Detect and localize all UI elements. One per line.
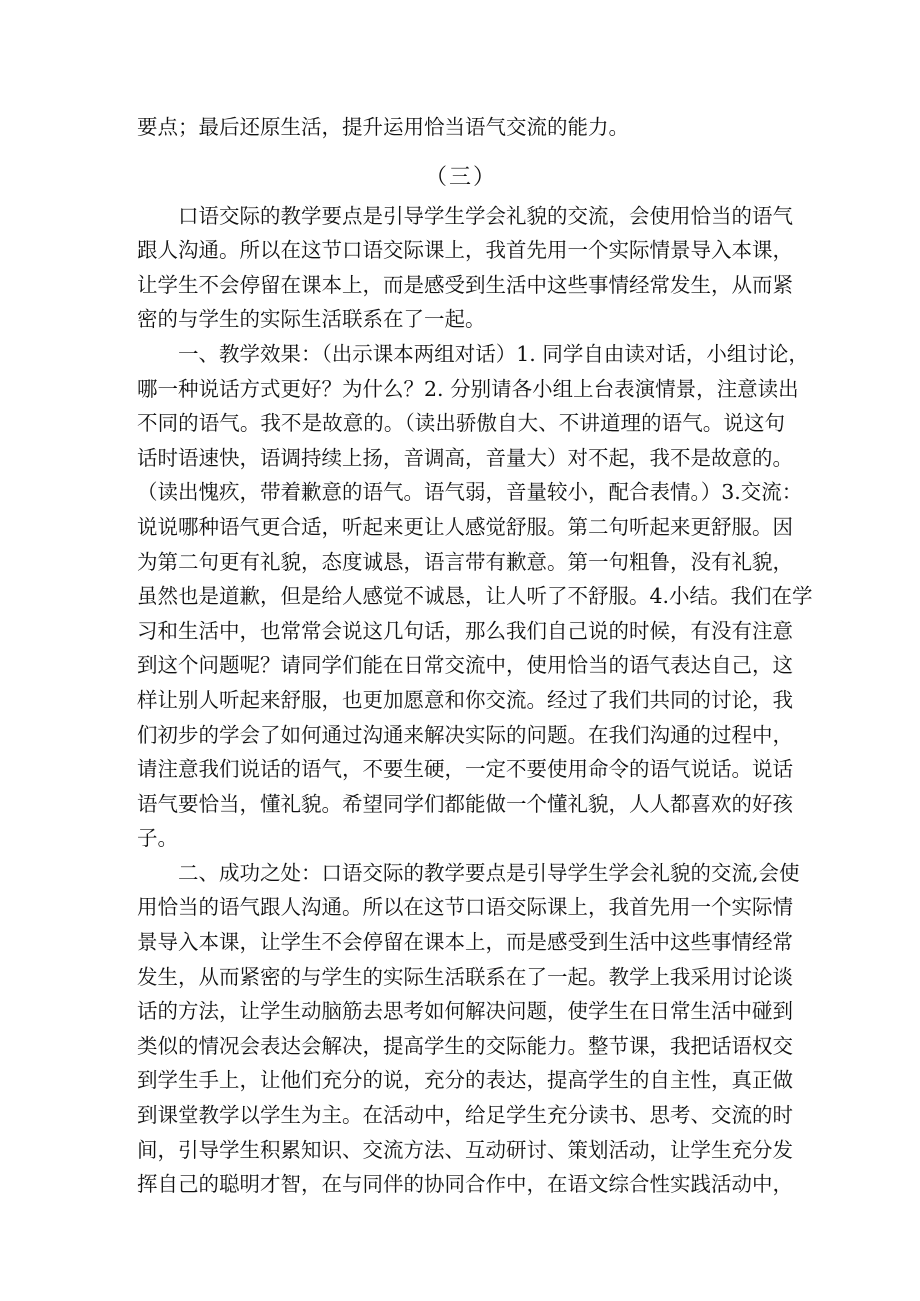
paragraph-line: 二、成功之处：口语交际的教学要点是引导学生学会礼貌的交流,会使	[137, 860, 800, 885]
paragraph-line: 哪一种说话方式更好？为什么？2. 分别请各小组上台表演情景，注意读出	[137, 376, 799, 401]
intro-line: 要点；最后还原生活，提升运用恰当语气交流的能力。	[137, 115, 629, 139]
paragraph-success	[137, 856, 800, 1202]
paragraph-intro	[137, 199, 793, 337]
paragraph-line: 口语交际的教学要点是引导学生学会礼貌的交流，会使用恰当的语气	[137, 203, 793, 228]
paragraph-line: 请注意我们说话的语气，不要生硬，一定不要使用命令的语气说话。说话	[137, 757, 793, 782]
paragraph-line: 景导入本课，让学生不会停留在课本上，而是感受到生活中这些事情经常	[137, 930, 793, 955]
paragraph-line: 让学生不会停留在课本上，而是感受到生活中这些事情经常发生，从而紧	[137, 272, 793, 297]
paragraph-teaching-effect	[137, 337, 813, 856]
paragraph-line: 到课堂教学以学生为主。在活动中，给足学生充分读书、思考、交流的时	[137, 1103, 793, 1128]
paragraph-line: 虽然也是道歉，但是给人感觉不诚恳，让人听了不舒服。4.小结。我们在学	[137, 584, 813, 609]
paragraph-line: （读出愧疚，带着歉意的语气。语气弱，音量较小，配合表情。）3.交流：	[137, 480, 803, 505]
paragraph-line: 说说哪种语气更合适，听起来更让人感觉舒服。第二句听起来更舒服。因	[137, 514, 793, 539]
paragraph-line: 话时语速快，语调持续上扬，音调高，音量大）对不起，我不是故意的。	[137, 445, 793, 470]
paragraph-line: 到这个问题呢？请同学们能在日常交流中，使用恰当的语气表达自己，这	[137, 653, 793, 678]
paragraph-line: 们初步的学会了如何通过沟通来解决实际的问题。在我们沟通的过程中，	[137, 722, 793, 747]
document-body	[137, 110, 813, 1202]
paragraph-line: 用恰当的语气跟人沟通。所以在这节口语交际课上，我首先用一个实际情	[137, 895, 793, 920]
paragraph-line: 一、教学效果：（出示课本两组对话）1. 同学自由读对话，小组讨论，	[137, 341, 809, 366]
paragraph-line: 样让别人听起来舒服，也更加愿意和你交流。经过了我们共同的讨论，我	[137, 687, 793, 712]
paragraph-line: 到学生手上，让他们充分的说，充分的表达，提高学生的自主性，真正做	[137, 1068, 793, 1093]
paragraph-line: 密的与学生的实际生活联系在了一起。	[137, 307, 486, 332]
paragraph-line: 发生，从而紧密的与学生的实际生活联系在了一起。教学上我采用讨论谈	[137, 964, 793, 989]
paragraph-line: 习和生活中，也常常会说这几句话，那么我们自己说的时候，有没有注意	[137, 618, 793, 643]
section-heading: （三）	[424, 164, 497, 190]
paragraph-line: 类似的情况会表达会解决，提高学生的交际能力。整节课，我把话语权交	[137, 1033, 793, 1058]
paragraph-line: 语气要恰当，懂礼貌。希望同学们都能做一个懂礼貌，人人都喜欢的好孩	[137, 791, 793, 816]
paragraph-line: 间，引导学生积累知识、交流方法、互动研讨、策划活动，让学生充分发	[137, 1137, 793, 1162]
paragraph-line: 挥自己的聪明才智，在与同伴的协同合作中，在语文综合性实践活动中，	[137, 1172, 793, 1197]
paragraph-line: 跟人沟通。所以在这节口语交际课上，我首先用一个实际情景导入本课，	[137, 238, 793, 263]
paragraph-line: 子。	[137, 826, 178, 851]
paragraph-line: 为第二句更有礼貌，态度诚恳，语言带有歉意。第一句粗鲁，没有礼貌，	[137, 549, 793, 574]
paragraph-line: 话的方法，让学生动脑筋去思考如何解决问题，使学生在日常生活中碰到	[137, 999, 793, 1024]
paragraph-line: 不同的语气。我不是故意的。（读出骄傲自大、不讲道理的语气。说这句	[137, 411, 785, 436]
